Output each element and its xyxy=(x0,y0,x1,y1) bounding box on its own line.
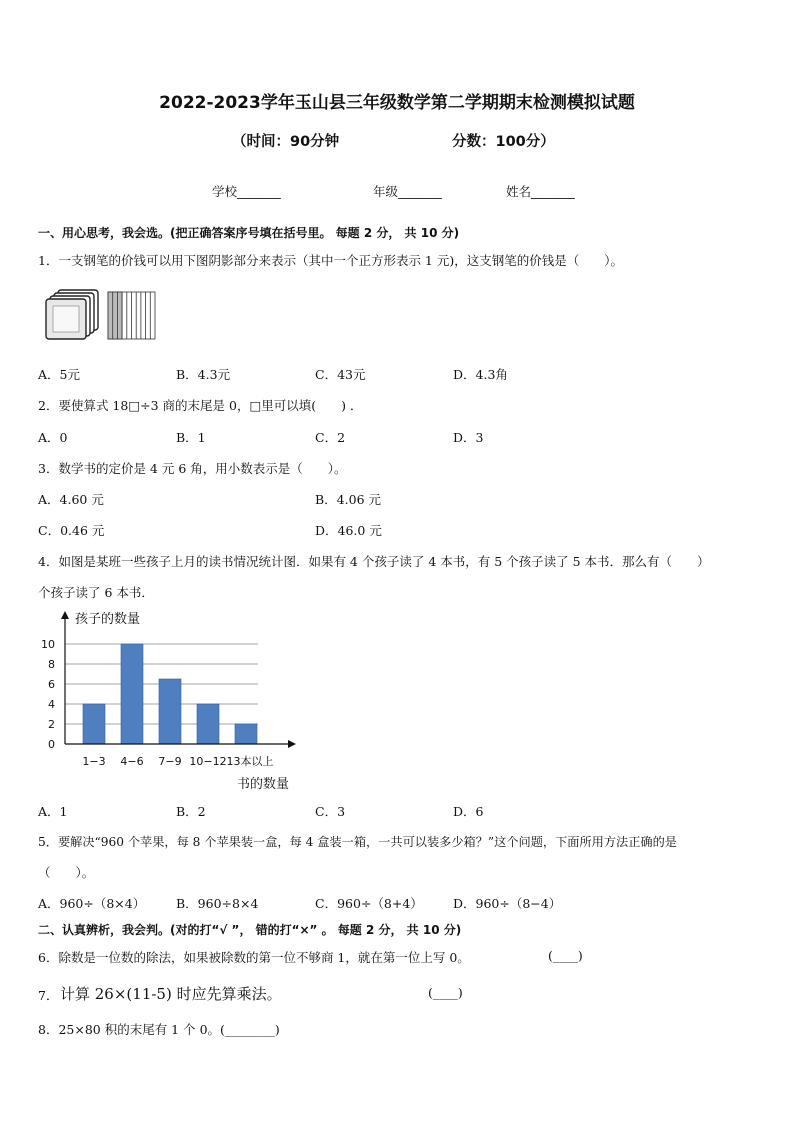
y-tick-label: 8 xyxy=(48,658,55,671)
q5-text-line1: 5．要解决“960 个苹果，每 8 个苹果装一盒，每 4 盒装一箱，一共可以装多少箱？”这个问题，下面所用方法正确的是 xyxy=(38,835,677,849)
q2-option-a: A．0 xyxy=(38,430,68,445)
section2-heading: 二、认真辨析，我会判。(对的打“√ ”， 错的打“×” 。 每题 2 分， 共 10 分) xyxy=(38,923,462,937)
q4-option-c: C．3 xyxy=(315,804,346,819)
q3-option-a: A．4.60 元 xyxy=(38,492,104,507)
exam-time: （时间：90分钟 xyxy=(232,134,340,150)
bar-0 xyxy=(83,704,105,744)
x-axis-arrow-icon xyxy=(288,740,296,748)
bar-4 xyxy=(235,724,257,744)
q5-option-b: B．960÷8×4 xyxy=(176,896,259,911)
q1-option-d: D．4.3角 xyxy=(453,367,508,382)
q1-text: 1．一支钢笔的价钱可以用下图阴影部分来表示（其中一个正方形表示 1 元)，这支钢笔的价钱是（ ）。 xyxy=(38,253,623,268)
q4-text-line2: 个孩子读了 6 本书． xyxy=(38,585,154,600)
q7-text: 计算 26×(11-5) 时应先算乘法。 xyxy=(60,985,282,1003)
q5-option-a: A．960÷（8×4） xyxy=(38,896,146,911)
q3-text: 3．数学书的定价是 4 元 6 角，用小数表示是（ ）。 xyxy=(38,461,347,476)
reading-bar-chart xyxy=(30,605,320,795)
q4-option-a: A．1 xyxy=(38,804,68,819)
q8-text: 8．25×80 积的末尾有 1 个 0。(________) xyxy=(38,1022,280,1037)
q3-option-c: C．0.46 元 xyxy=(38,523,105,538)
x-tick-label: 10−12 xyxy=(189,755,227,768)
q3-option-d: D．46.0 元 xyxy=(315,523,382,538)
y-tick-label: 4 xyxy=(48,698,55,711)
section1-heading: 一、用心思考，我会选。(把正确答案序号填在括号里。 每题 2 分， 共 10 分) xyxy=(38,226,460,240)
chart-title: 孩子的数量 xyxy=(75,612,141,627)
y-axis-arrow-icon xyxy=(61,611,69,619)
q2-option-d: D．3 xyxy=(453,430,484,445)
exam-score: 分数：100分） xyxy=(452,134,555,150)
q7-answer-blank: (____) xyxy=(428,985,463,1000)
q2-text: 2．要使算式 18□÷3 商的末尾是 0，□里可以填( ) ． xyxy=(38,398,363,413)
y-tick-label: 0 xyxy=(48,738,55,751)
q6-answer-blank: (____) xyxy=(548,948,583,963)
y-tick-label: 2 xyxy=(48,718,55,731)
q2-option-b: B．1 xyxy=(176,430,206,445)
bar-2 xyxy=(159,679,181,744)
y-tick-label: 10 xyxy=(41,638,55,651)
q7-number: 7． xyxy=(38,988,59,1003)
bar-1 xyxy=(121,644,143,744)
q6-text: 6．除数是一位数的除法，如果被除数的第一位不够商 1，就在第一位上写 0。 xyxy=(38,950,470,965)
bar-3 xyxy=(197,704,219,744)
striped-square-icon xyxy=(108,292,155,339)
q1-option-a: A．5元 xyxy=(38,367,80,382)
q4-option-d: D．6 xyxy=(453,804,484,819)
name-field: 姓名_______ xyxy=(506,184,575,199)
q2-option-c: C．2 xyxy=(315,430,346,445)
q3-option-b: B．4.06 元 xyxy=(315,492,381,507)
q5-option-d: D．960÷（8−4） xyxy=(453,896,562,911)
q4-option-b: B．2 xyxy=(176,804,206,819)
school-field: 学校_______ xyxy=(212,184,281,199)
q5-text-line2: （ ）。 xyxy=(38,865,95,880)
page-title: 2022-2023学年玉山县三年级数学第二学期期末检测模拟试题 xyxy=(159,93,635,113)
y-tick-label: 6 xyxy=(48,678,55,691)
x-tick-label: 1−3 xyxy=(82,755,106,768)
q1-option-b: B．4.3元 xyxy=(176,367,231,382)
q5-option-c: C．960÷（8+4） xyxy=(315,896,423,911)
grade-field: 年级_______ xyxy=(373,184,442,199)
q1-option-c: C．43元 xyxy=(315,367,366,382)
chart-xlabel: 书的数量 xyxy=(237,777,290,792)
x-tick-label: 7−9 xyxy=(158,755,182,768)
q1-figure xyxy=(44,289,162,345)
x-tick-label: 4−6 xyxy=(120,755,144,768)
x-tick-label: 13本以上 xyxy=(226,755,274,768)
stacked-squares-icon xyxy=(46,290,98,339)
q4-text-line1: 4．如图是某班一些孩子上月的读书情况统计图．如果有 4 个孩子读了 4 本书，有 5 个孩子读了 5 本书．那么有（ ） xyxy=(38,554,710,569)
